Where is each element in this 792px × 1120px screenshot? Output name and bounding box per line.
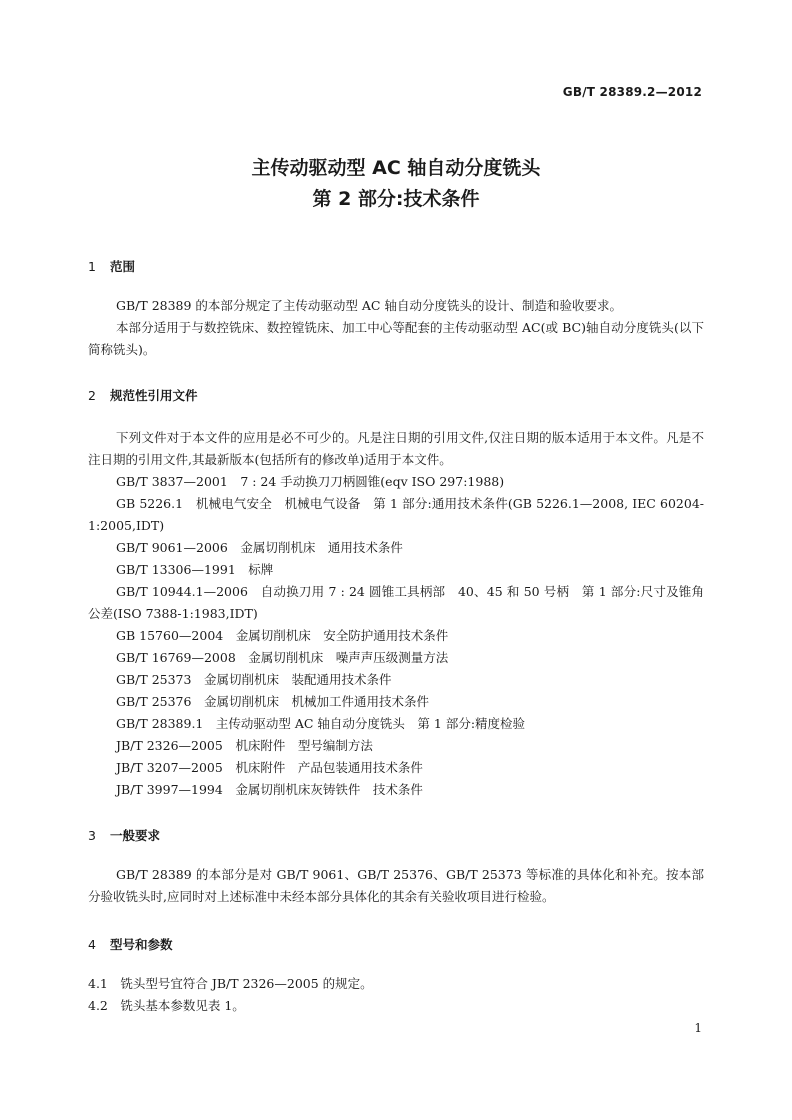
reference-item: GB/T 9061—2006 金属切削机床 通用技术条件 (116, 540, 403, 555)
section-3-paragraph: GB/T 28389 的本部分是对 GB/T 9061、GB/T 25376、GB/T 25373 等标准的具体化和补充。按本部分验收铣头时,应同时对上述标准中未经本部分具体化的其余有关验收项目进行检验。 (88, 867, 704, 904)
reference-item: JB/T 2326—2005 机床附件 型号编制方法 (116, 738, 373, 753)
reference-item: GB 5226.1 机械电气安全 机械电气设备 第 1 部分:通用技术条件(GB 5226.1—2008, IEC 60204-1:2005,IDT) (88, 496, 704, 533)
section-3-heading (88, 826, 160, 844)
reference-item: GB/T 25376 金属切削机床 机械加工件通用技术条件 (116, 694, 429, 709)
clause-4-2: 4.2 铣头基本参数见表 1。 (88, 998, 245, 1013)
section-number: 1 (88, 259, 96, 274)
standard-code: GB/T 28389.2—2012 (562, 85, 702, 99)
section-4-heading (88, 935, 173, 953)
reference-item: JB/T 3207—2005 机床附件 产品包装通用技术条件 (116, 760, 423, 775)
section-title: 型号和参数 (110, 937, 173, 952)
reference-item: GB/T 3837—2001 7 : 24 手动换刀刀柄圆锥(eqv ISO 297:1988) (116, 474, 505, 489)
reference-item: GB/T 28389.1 主传动驱动型 AC 轴自动分度铣头 第 1 部分:精度检验 (116, 716, 526, 731)
section-2-heading (88, 386, 198, 404)
document-title-line1: 主传动驱动型 AC 轴自动分度铣头 (251, 157, 541, 179)
reference-item: GB 15760—2004 金属切削机床 安全防护通用技术条件 (116, 628, 449, 643)
section-title: 范围 (110, 259, 136, 274)
reference-item: GB/T 13306—1991 标牌 (116, 562, 274, 577)
page-number: 1 (694, 1021, 702, 1035)
section-1-paragraph-2: 本部分适用于与数控铣床、数控镗铣床、加工中心等配套的主传动驱动型 AC(或 BC)轴自动分度铣头(以下简称铣头)。 (88, 320, 704, 357)
reference-item: GB/T 25373 金属切削机床 装配通用技术条件 (116, 672, 392, 687)
document-title-line2: 第 2 部分:技术条件 (312, 188, 480, 210)
section-number: 3 (88, 828, 96, 843)
reference-item: GB/T 10944.1—2006 自动换刀用 7 : 24 圆锥工具柄部 40、45 和 50 号柄 第 1 部分:尺寸及锥角公差(ISO 7388-1:1983,IDT) (88, 584, 704, 621)
section-title: 规范性引用文件 (110, 388, 198, 403)
section-1-paragraph-1: GB/T 28389 的本部分规定了主传动驱动型 AC 轴自动分度铣头的设计、制造和验收要求。 (116, 298, 622, 313)
section-number: 2 (88, 388, 96, 403)
section-title: 一般要求 (110, 828, 161, 843)
section-2-intro: 下列文件对于本文件的应用是必不可少的。凡是注日期的引用文件,仅注日期的版本适用于本文件。凡是不注日期的引用文件,其最新版本(包括所有的修改单)适用于本文件。 (88, 430, 704, 467)
clause-4-1: 4.1 铣头型号宜符合 JB/T 2326—2005 的规定。 (88, 976, 373, 991)
section-number: 4 (88, 937, 96, 952)
reference-item: JB/T 3997—1994 金属切削机床灰铸铁件 技术条件 (116, 782, 423, 797)
reference-item: GB/T 16769—2008 金属切削机床 噪声声压级测量方法 (116, 650, 449, 665)
section-1-heading (88, 257, 135, 275)
